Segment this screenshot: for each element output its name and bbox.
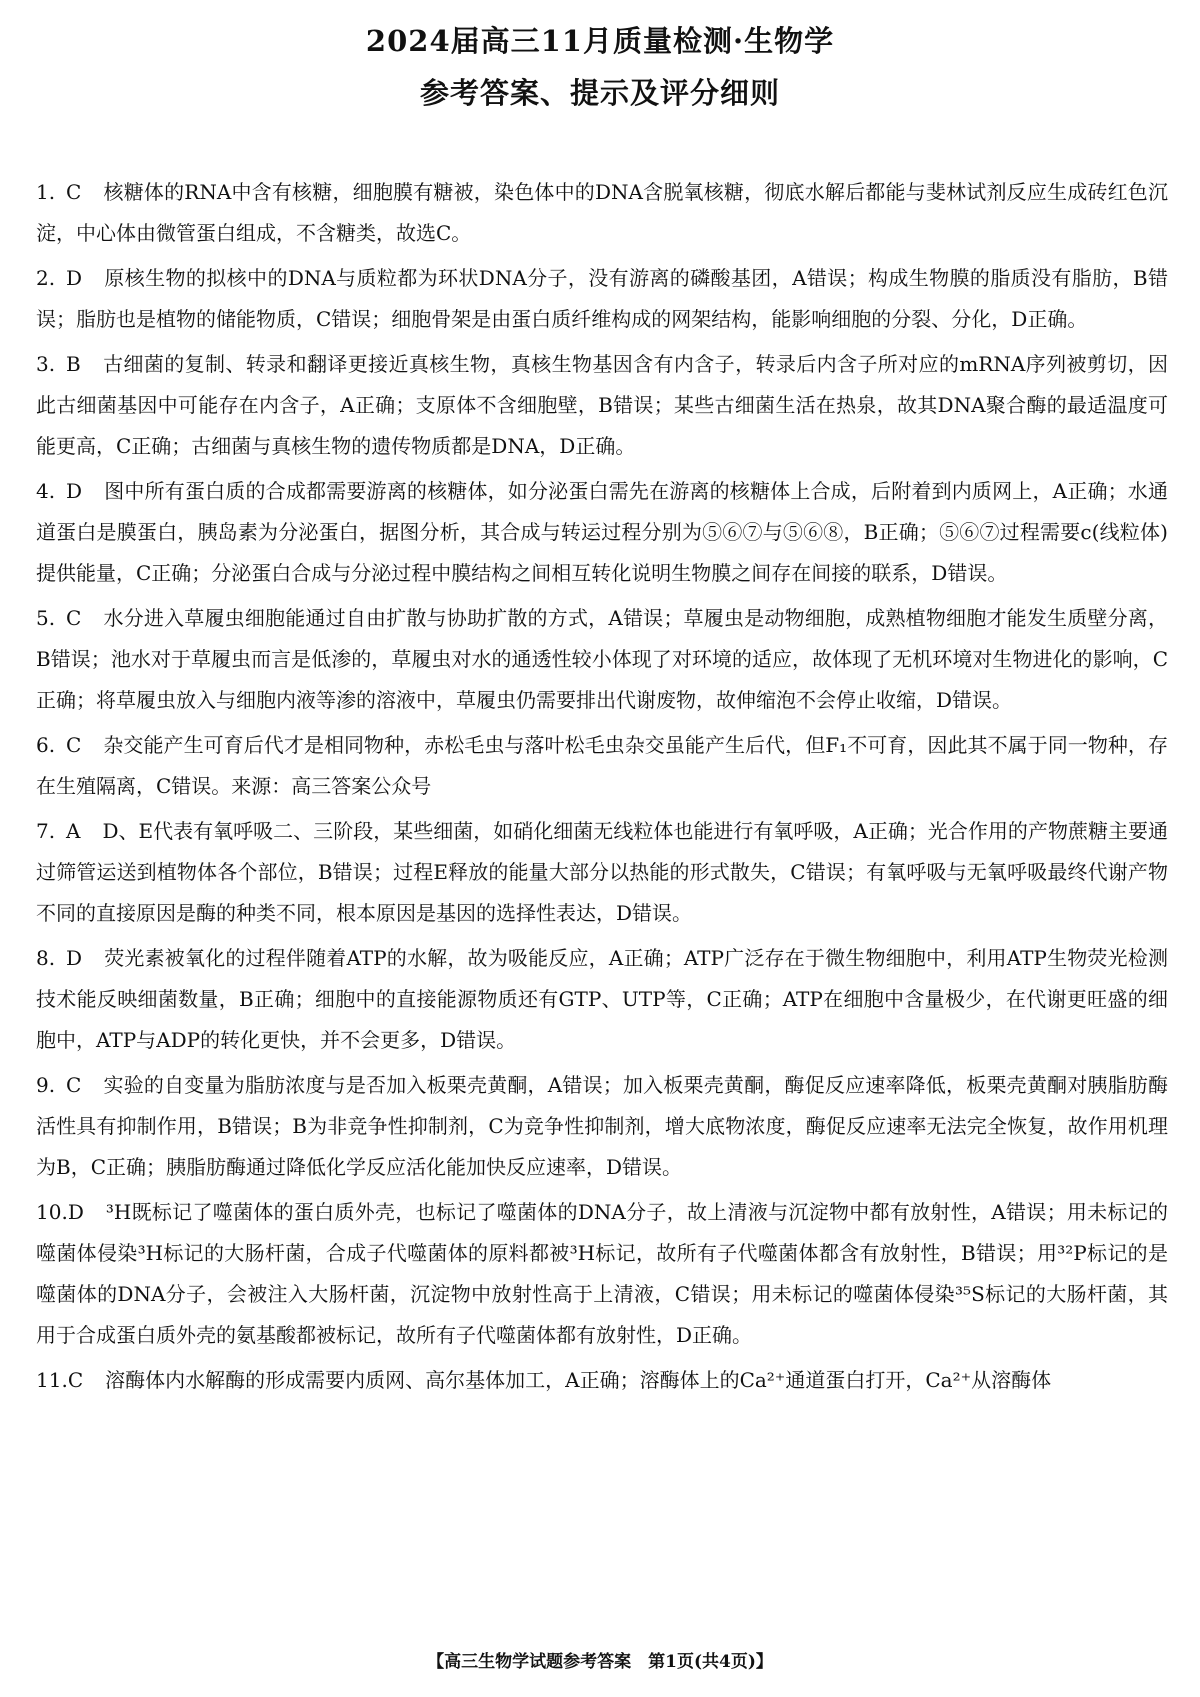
answer-item-2 bbox=[36, 258, 1168, 340]
page-header bbox=[0, 18, 1200, 116]
answer-letter: D bbox=[66, 479, 83, 503]
answer-item-5 bbox=[36, 598, 1168, 721]
answer-item-1 bbox=[36, 172, 1168, 254]
question-number: 10. bbox=[36, 1200, 68, 1224]
answer-explanation: 原核生物的拟核中的DNA与质粒都为环状DNA分子，没有游离的磷酸基团，A错误；构成生物膜的脂质没有脂肪，B错误；脂肪也是植物的储能物质，C错误；细胞骨架是由蛋白质纤维构成的网架结构，能影响细胞的分裂、分化，D正确。 bbox=[36, 266, 1168, 331]
answer-letter: C bbox=[67, 1368, 84, 1392]
answer-letter: D bbox=[66, 946, 83, 970]
question-number: 11. bbox=[36, 1368, 68, 1392]
answer-letter: C bbox=[66, 180, 82, 204]
answer-list bbox=[36, 172, 1168, 1405]
answer-explanation: 实验的自变量为脂肪浓度与是否加入板栗壳黄酮，A错误；加入板栗壳黄酮，酶促反应速率降低，板栗壳黄酮对胰脂肪酶活性具有抑制作用，B错误；B为非竞争性抑制剂，C为竞争性抑制剂，增大底物浓度，酶促反应速率无法完全恢复，故作用机理为B，C正确；胰脂肪酶通过降低化学反应活化能加快反应速率，D错误。 bbox=[36, 1073, 1168, 1179]
question-number: 6. bbox=[36, 733, 56, 757]
answer-item-7 bbox=[36, 811, 1168, 934]
page-subtitle: 参考答案、提示及评分细则 bbox=[419, 76, 780, 110]
answer-explanation: 杂交能产生可育后代才是相同物种，赤松毛虫与落叶松毛虫杂交虽能产生后代，但F₁不可育，因此其不属于同一物种，存在生殖隔离，C错误。来源：高三答案公众号 bbox=[36, 733, 1168, 798]
answer-item-8 bbox=[36, 938, 1168, 1061]
answer-letter: A bbox=[66, 819, 81, 843]
question-number: 1. bbox=[36, 180, 56, 204]
answer-letter: C bbox=[66, 733, 82, 757]
answer-letter: B bbox=[66, 352, 81, 376]
question-number: 3. bbox=[36, 352, 56, 376]
page-title: 2024届高三11月质量检测·生物学 bbox=[365, 24, 835, 58]
answer-letter: C bbox=[66, 606, 82, 630]
answer-letter: D bbox=[66, 266, 83, 290]
question-number: 2. bbox=[36, 266, 56, 290]
question-number: 8. bbox=[36, 946, 56, 970]
answer-explanation: 水分进入草履虫细胞能通过自由扩散与协助扩散的方式，A错误；草履虫是动物细胞，成熟植物细胞才能发生质壁分离，B错误；池水对于草履虫而言是低渗的，草履虫对水的通透性较小体现了对环境的适应，故体现了无机环境对生物进化的影响，C正确；将草履虫放入与细胞内液等渗的溶液中，草履虫仍需要排出代谢废物，故伸缩泡不会停止收缩，D错误。 bbox=[36, 606, 1168, 712]
answer-item-3 bbox=[36, 344, 1168, 467]
answer-explanation: 图中所有蛋白质的合成都需要游离的核糖体，如分泌蛋白需先在游离的核糖体上合成，后附着到内质网上，A正确；水通道蛋白是膜蛋白，胰岛素为分泌蛋白，据图分析，其合成与转运过程分别为⑤⑥⑦与⑤⑥⑧，B正确；⑤⑥⑦过程需要c(线粒体)提供能量，C正确；分泌蛋白合成与分泌过程中膜结构之间相互转化说明生物膜之间存在间接的联系，D错误。 bbox=[36, 479, 1168, 585]
answer-explanation: 溶酶体内水解酶的形成需要内质网、高尔基体加工，A正确；溶酶体上的Ca²⁺通道蛋白打开，Ca²⁺从溶酶体 bbox=[105, 1368, 1052, 1392]
question-number: 4. bbox=[36, 479, 56, 503]
page-footer: 【高三生物学试题参考答案 第1页(共4页)】 bbox=[427, 1652, 773, 1672]
answer-item-10 bbox=[36, 1192, 1168, 1356]
question-number: 5. bbox=[36, 606, 56, 630]
answer-letter: C bbox=[66, 1073, 82, 1097]
answer-explanation: 古细菌的复制、转录和翻译更接近真核生物，真核生物基因含有内含子，转录后内含子所对应的mRNA序列被剪切，因此古细菌基因中可能存在内含子，A正确；支原体不含细胞壁，B错误；某些古细菌生活在热泉，故其DNA聚合酶的最适温度可能更高，C正确；古细菌与真核生物的遗传物质都是DNA，D正确。 bbox=[36, 352, 1168, 458]
answer-item-11 bbox=[36, 1360, 1168, 1401]
answer-explanation: 核糖体的RNA中含有核糖，细胞膜有糖被，染色体中的DNA含脱氧核糖，彻底水解后都能与斐林试剂反应生成砖红色沉淀，中心体由微管蛋白组成，不含糖类，故选C。 bbox=[36, 180, 1168, 245]
answer-explanation: D、E代表有氧呼吸二、三阶段，某些细菌，如硝化细菌无线粒体也能进行有氧呼吸，A正确；光合作用的产物蔗糖主要通过筛管运送到植物体各个部位，B错误；过程E释放的能量大部分以热能的形式散失，C错误；有氧呼吸与无氧呼吸最终代谢产物不同的直接原因是酶的种类不同，根本原因是基因的选择性表达，D错误。 bbox=[36, 819, 1168, 925]
answer-letter: D bbox=[67, 1200, 84, 1224]
answer-explanation: 荧光素被氧化的过程伴随着ATP的水解，故为吸能反应，A正确；ATP广泛存在于微生物细胞中，利用ATP生物荧光检测技术能反映细菌数量，B正确；细胞中的直接能源物质还有GTP、UTP等，C正确；ATP在细胞中含量极少，在代谢更旺盛的细胞中，ATP与ADP的转化更快，并不会更多，D错误。 bbox=[36, 946, 1168, 1052]
answer-explanation: ³H既标记了噬菌体的蛋白质外壳，也标记了噬菌体的DNA分子，故上清液与沉淀物中都有放射性，A错误；用未标记的噬菌体侵染³H标记的大肠杆菌，合成子代噬菌体的原料都被³H标记，故所有子代噬菌体都含有放射性，B错误；用³²P标记的是噬菌体的DNA分子，会被注入大肠杆菌，沉淀物中放射性高于上清液，C错误；用未标记的噬菌体侵染³⁵S标记的大肠杆菌，其用于合成蛋白质外壳的氨基酸都被标记，故所有子代噬菌体都有放射性，D正确。 bbox=[36, 1200, 1168, 1347]
answer-item-4 bbox=[36, 471, 1168, 594]
answer-item-6 bbox=[36, 725, 1168, 807]
question-number: 9. bbox=[36, 1073, 56, 1097]
question-number: 7. bbox=[36, 819, 56, 843]
answer-item-9 bbox=[36, 1065, 1168, 1188]
